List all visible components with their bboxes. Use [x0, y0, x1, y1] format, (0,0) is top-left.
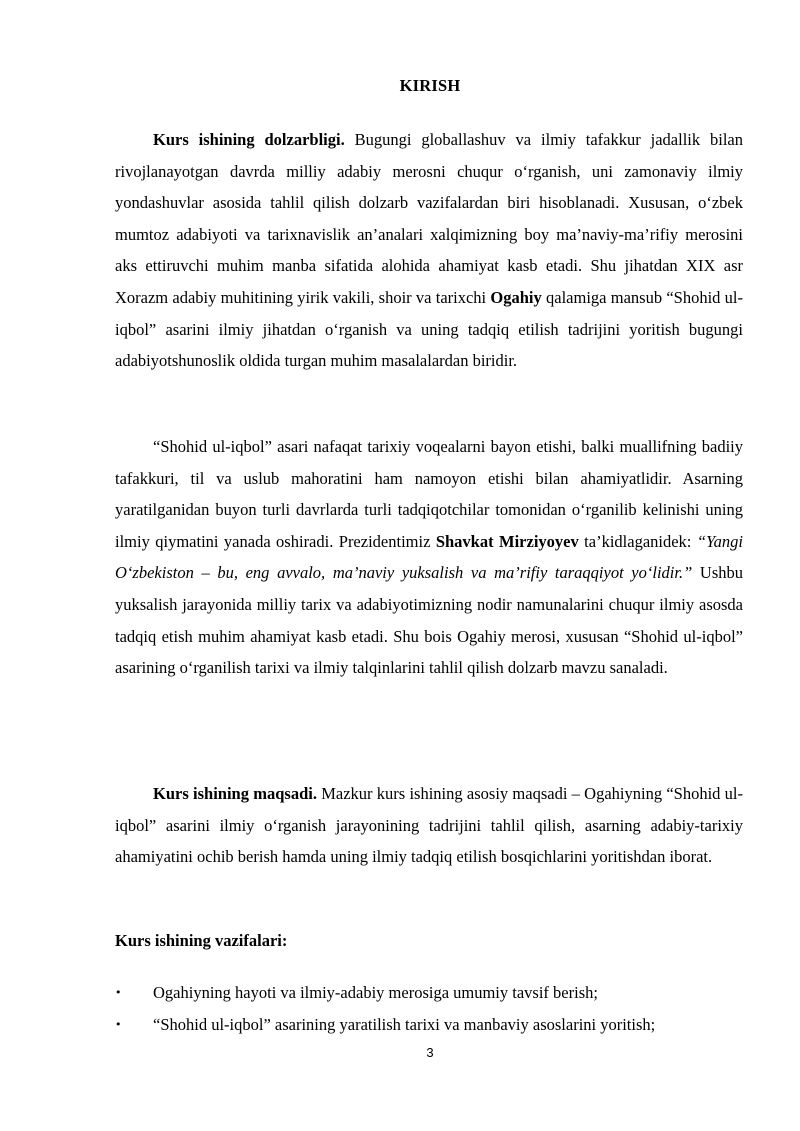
significance-text-b: ta’kidlaganidek: — [578, 531, 697, 551]
president-quote: “Yangi O‘zbekiston – bu, eng avvalo, ma’naviy yuksalish va ma’rifiy taraqqiyot yo‘lidir.” — [115, 531, 743, 583]
page-title: KIRISH — [399, 76, 461, 95]
task-item — [115, 1009, 755, 1041]
goal-lead: Kurs ishining maqsadi. — [153, 784, 317, 803]
tasks-heading: Kurs ishining vazifalari: — [115, 931, 288, 950]
bullet-icon: • — [115, 1017, 122, 1031]
task-item — [115, 977, 755, 1009]
relevance-text-a: Bugungi globallashuv va ilmiy tafakkur jadallik bilan rivojlanayotgan davrda milliy adabiy merosni chuqur o‘rganish, uni zamonaviy ilmiy yondashuvlar asosida tahlil qilish dolzarb vazifalardan biri hisoblanadi. Xususan, o‘zbek mumtoz adabiyoti va tarixnavislik an’analari xalqimizning boy ma’naviy-ma’rifiy merosini aks ettiruvchi muhim manba sifatida alohida ahamiyat kasb etadi. Shu jihatdan XIX asr Xorazm adabiy muhitining yirik vakili, shoir va tarixchi — [115, 130, 743, 307]
relevance-text-b: qalamiga mansub “Shohid ul-iqbol” asarini ilmiy jihatdan o‘rganish va uning tadqiq etilish tadrijini yoritish bugungi adabiyotshunoslik oldida turgan muhim masalalardan biridir. — [115, 287, 743, 371]
paragraph-significance — [115, 431, 743, 684]
page-number: 3 — [426, 1045, 434, 1060]
paragraph-relevance — [115, 124, 743, 377]
tasks-list — [115, 977, 755, 1040]
author-name-ogahiy: Ogahiy — [490, 287, 542, 307]
task-text: “Shohid ul-iqbol” asarining yaratilish tarixi va manbaviy asoslarini yoritish; — [153, 1014, 656, 1034]
paragraph-goal — [115, 778, 743, 873]
relevance-lead: Kurs ishining dolzarbligi. — [153, 130, 345, 149]
task-text: Ogahiyning hayoti va ilmiy-adabiy merosiga umumiy tavsif berish; — [153, 983, 598, 1002]
significance-text-a: “Shohid ul-iqbol” asari nafaqat tarixiy voqealarni bayon etishi, balki muallifning badiiy tafakkuri, til va uslub mahoratini ham namoyon etishi bilan ahamiyatlidir. Asarning yaratilganidan buyon turli davrlarda turli tadqiqotchilar tomonidan o‘rganilib kelinishi uning ilmiy qiymatini yanada oshiradi. Prezidentimiz — [115, 437, 743, 551]
significance-text-c: Ushbu yuksalish jarayonida milliy tarix va adabiyotimizning nodir namunalarini chuqur ilmiy asosda tadqiq etish muhim ahamiyat kasb etadi. Shu bois Ogahiy merosi, xususan “Shohid ul-iqbol” asarining o‘rganilish tarixi va ilmiy talqinlarini tahlil qilish dolzarb mavzu sanaladi. — [115, 563, 743, 678]
goal-text: Mazkur kurs ishining asosiy maqsadi – Ogahiyning “Shohid ul-iqbol” asarini ilmiy o‘rganish jarayonining tadrijini tahlil qilish, asarning adabiy-tarixiy ahamiyatini ochib berish hamda uning ilmiy tadqiq etilish bosqichlarini yoritishdan iborat. — [115, 784, 744, 867]
bullet-icon: • — [115, 986, 122, 999]
president-name: Shavkat Mirziyoyev — [435, 531, 579, 551]
